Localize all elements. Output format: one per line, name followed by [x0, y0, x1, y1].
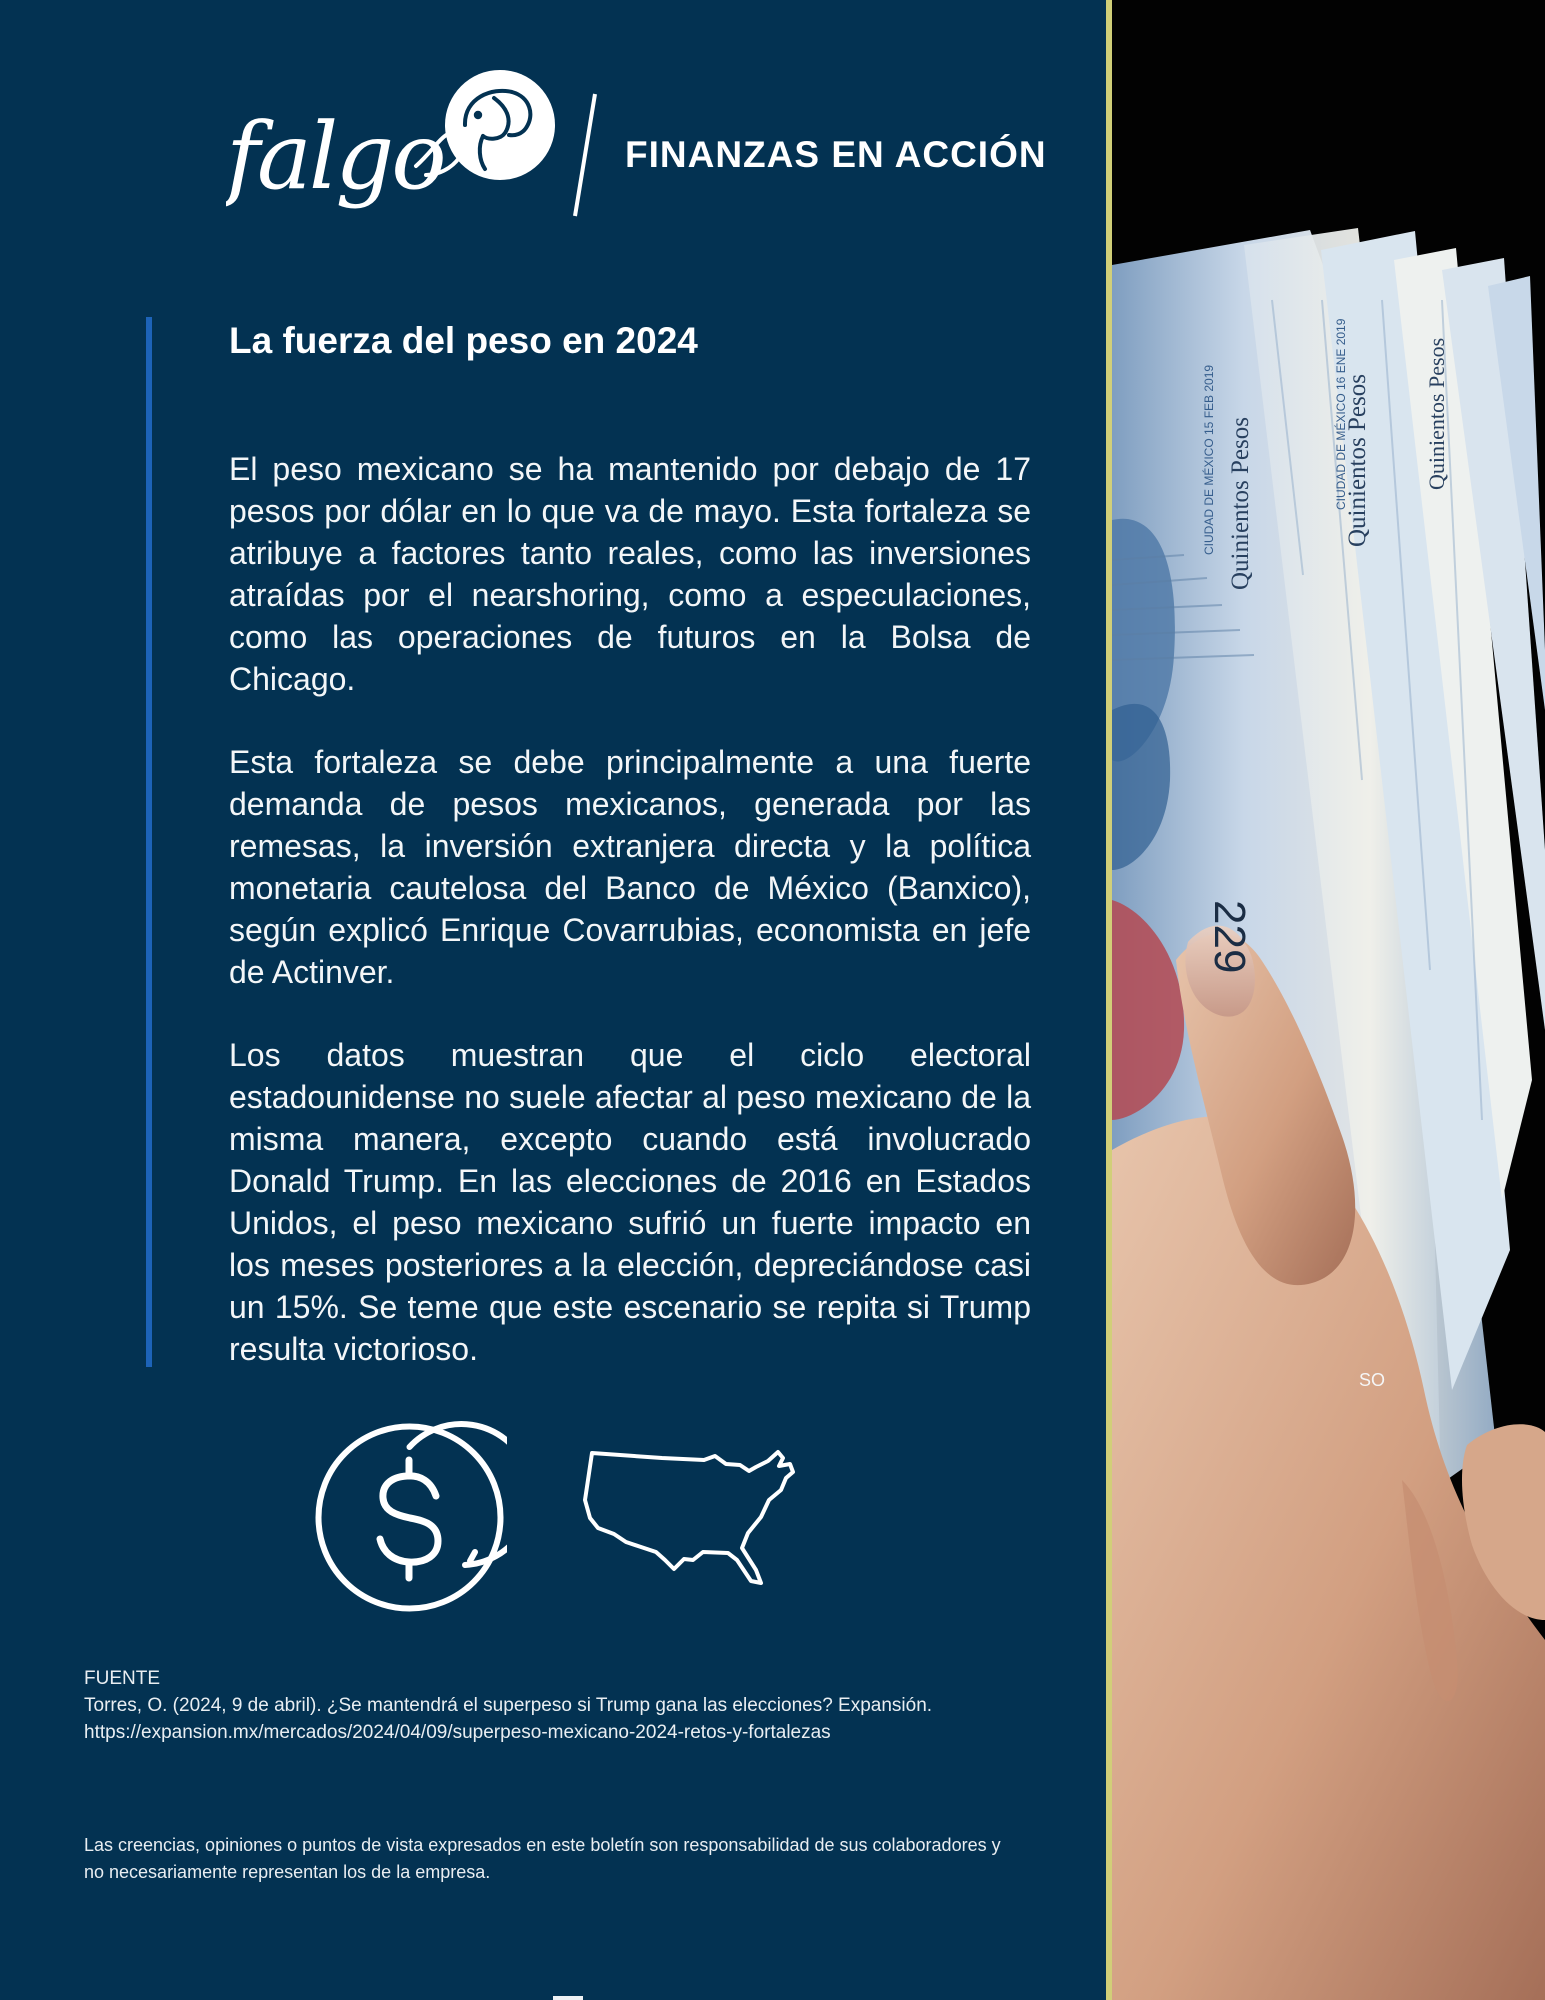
source-label: FUENTE — [84, 1668, 160, 1689]
disclaimer-line-2: no necesariamente representan los de la empresa. — [84, 1862, 491, 1882]
article-paragraph-3: Los datos muestran que el ciclo electoral estadounidense no suele afectar al peso mexicano de la misma manera, excepto cuando está involucrado Donald Trump. En las elecciones de 2016 en Estados Unidos, el peso mexicano sufrió un fuerte impacto en los meses posteriores a la elección, depreciándose casi un 15%. Se teme que este escenario se repita si Trump resulta victorioso. — [229, 1037, 1031, 1367]
source-citation: Torres, O. (2024, 9 de abril). ¿Se mantendrá el superpeso si Trump gana las elecciones? Expansión. — [84, 1695, 933, 1716]
header-separator — [573, 92, 597, 218]
article-body — [229, 448, 1031, 1411]
money-photo — [1112, 0, 1545, 2000]
article-paragraph-2: Esta fortaleza se debe principalmente a una fuerte demanda de pesos mexicanos, generada por las remesas, la inversión extranjera directa y la política monetaria cautelosa del Banco de México (Banxico), según explicó Enrique Covarrubias, economista en jefe de Actinver. — [229, 744, 1031, 990]
banknote-small-text-2: CIUDAD DE MÉXICO 16 ENE 2019 — [1334, 318, 1348, 510]
disclaimer — [84, 1832, 1074, 1886]
falgo-logo — [226, 70, 566, 240]
newsletter-title: FINANZAS EN ACCIÓN — [625, 134, 1047, 175]
banknotes-hand-photo — [1112, 0, 1545, 2000]
disclaimer-line-1: Las creencias, opiniones o puntos de vista expresados en este boletín son responsabilidad de sus colaboradores y — [84, 1835, 1001, 1855]
dollar-coin-icon — [312, 1420, 507, 1615]
banknote-label-3: Quinientos Pesos — [1424, 337, 1449, 490]
article-accent-bar — [146, 317, 152, 1367]
banknote-badge: SO — [1359, 1370, 1386, 1390]
banknote-label-2: Quinientos Pesos — [1344, 374, 1371, 547]
brand-wordmark: falgo — [226, 103, 444, 210]
banknote-small-text-1: CIUDAD DE MÉXICO 15 FEB 2019 — [1202, 364, 1216, 555]
banknote-serial-number: 229 — [1205, 900, 1254, 974]
article-paragraph-1: El peso mexicano se ha mantenido por debajo de 17 pesos por dólar en lo que va de mayo. Esta fortaleza se atribuye a factores tanto reales, como las inversiones atraídas por el nearshoring, como a especulaciones, como las operaciones de futuros en la Bolsa de Chicago. — [229, 451, 1031, 697]
banknote-label-1: Quinientos Pesos — [1227, 417, 1254, 590]
article-title: La fuerza del peso en 2024 — [229, 320, 698, 361]
source-url: https://expansion.mx/mercados/2024/04/09/superpeso-mexicano-2024-retos-y-fortalezas — [84, 1722, 831, 1743]
source-block — [84, 1665, 1074, 1746]
logo-circle — [445, 70, 555, 180]
usa-map-icon — [580, 1448, 795, 1585]
page-marker — [553, 1996, 583, 2000]
